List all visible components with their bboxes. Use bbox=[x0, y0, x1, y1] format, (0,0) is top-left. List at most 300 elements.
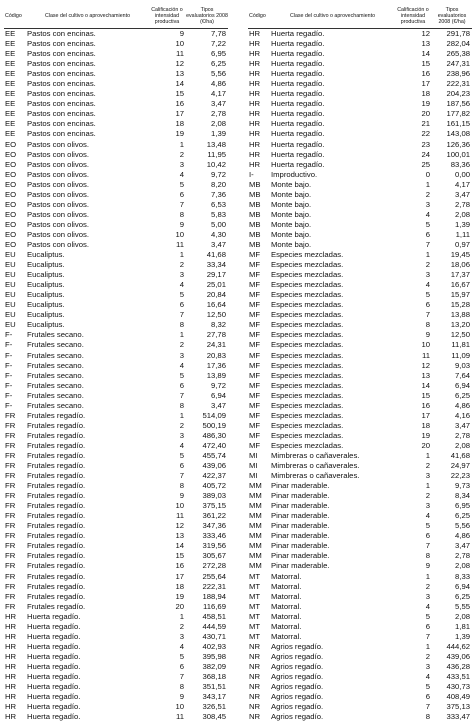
cell-calificacion: 5 bbox=[148, 451, 186, 461]
cell-calificacion: 8 bbox=[394, 712, 432, 722]
table-row bbox=[248, 150, 472, 160]
table-row bbox=[248, 210, 472, 220]
table-row bbox=[248, 280, 472, 290]
cell-tipo: 361,22 bbox=[186, 511, 228, 521]
cell-tipo: 4,30 bbox=[186, 230, 228, 240]
table-row bbox=[248, 310, 472, 320]
table-row bbox=[4, 150, 228, 160]
cell-tipo: 439,06 bbox=[432, 652, 472, 662]
cell-calificacion: 4 bbox=[394, 280, 432, 290]
cell-class: Monte bajo. bbox=[268, 230, 394, 240]
cell-tipo: 351,51 bbox=[186, 682, 228, 692]
cell-code: FR bbox=[4, 461, 24, 471]
cell-class: Huerta regadío. bbox=[24, 702, 148, 712]
cell-tipo: 24,97 bbox=[432, 461, 472, 471]
cell-code: HR bbox=[4, 612, 24, 622]
table-row bbox=[248, 180, 472, 190]
cell-calificacion: 2 bbox=[148, 622, 186, 632]
table-row bbox=[4, 250, 228, 260]
cell-tipo: 6,25 bbox=[432, 511, 472, 521]
cell-code: MF bbox=[248, 401, 268, 411]
cell-tipo: 272,28 bbox=[186, 561, 228, 571]
cell-class: Frutales regadío. bbox=[24, 551, 148, 561]
cell-tipo: 333,47 bbox=[432, 712, 472, 722]
cell-class: Frutales secano. bbox=[24, 371, 148, 381]
cell-tipo: 436,28 bbox=[432, 662, 472, 672]
table-row bbox=[4, 140, 228, 150]
header-class: Clase del cultivo o aprovechamiento bbox=[268, 4, 394, 29]
cell-code: MF bbox=[248, 250, 268, 260]
cell-class: Pastos con olivos. bbox=[24, 210, 148, 220]
cell-code: NR bbox=[248, 642, 268, 652]
cell-class: Matorral. bbox=[268, 592, 394, 602]
cell-tipo: 1,11 bbox=[432, 230, 472, 240]
cell-class: Pastos con olivos. bbox=[24, 230, 148, 240]
cell-calificacion: 17 bbox=[148, 572, 186, 582]
cell-calificacion: 7 bbox=[148, 310, 186, 320]
table-row bbox=[4, 692, 228, 702]
cell-tipo: 2,78 bbox=[432, 431, 472, 441]
cell-calificacion: 3 bbox=[148, 632, 186, 642]
cell-calificacion: 3 bbox=[394, 200, 432, 210]
cell-code: HR bbox=[248, 69, 268, 79]
cell-tipo: 4,17 bbox=[432, 180, 472, 190]
table-row bbox=[248, 592, 472, 602]
table-row bbox=[248, 371, 472, 381]
table-row bbox=[248, 320, 472, 330]
cell-tipo: 10,42 bbox=[186, 160, 228, 170]
cell-tipo: 247,31 bbox=[432, 59, 472, 69]
cell-class: Especies mezcladas. bbox=[268, 280, 394, 290]
cell-tipo: 161,15 bbox=[432, 119, 472, 129]
table-row bbox=[248, 672, 472, 682]
table-row bbox=[4, 230, 228, 240]
cell-class: Frutales regadío. bbox=[24, 521, 148, 531]
cell-code: MT bbox=[248, 582, 268, 592]
cell-tipo: 5,83 bbox=[186, 210, 228, 220]
table-row bbox=[248, 561, 472, 571]
cell-class: Mimbreras o cañaverales. bbox=[268, 471, 394, 481]
cell-calificacion: 9 bbox=[148, 29, 186, 40]
table-row bbox=[248, 39, 472, 49]
cell-class: Huerta regadío. bbox=[24, 692, 148, 702]
cell-class: Huerta regadío. bbox=[268, 129, 394, 139]
cell-code: FR bbox=[4, 441, 24, 451]
cell-calificacion: 3 bbox=[148, 351, 186, 361]
cell-class: Especies mezcladas. bbox=[268, 300, 394, 310]
cell-tipo: 13,89 bbox=[186, 371, 228, 381]
table-row bbox=[248, 632, 472, 642]
cell-calificacion: 6 bbox=[148, 461, 186, 471]
cell-tipo: 116,69 bbox=[186, 602, 228, 612]
cell-calificacion: 3 bbox=[148, 270, 186, 280]
cell-class: Especies mezcladas. bbox=[268, 320, 394, 330]
cell-tipo: 333,46 bbox=[186, 531, 228, 541]
cell-calificacion: 5 bbox=[148, 180, 186, 190]
cell-class: Especies mezcladas. bbox=[268, 401, 394, 411]
table-row bbox=[248, 491, 472, 501]
cell-code: EE bbox=[4, 79, 24, 89]
header-tipos: Tipos evaluatorios 2008 (€/ha) bbox=[432, 4, 472, 29]
table-row bbox=[4, 672, 228, 682]
cell-tipo: 2,78 bbox=[186, 109, 228, 119]
table-row bbox=[4, 481, 228, 491]
table-row bbox=[248, 602, 472, 612]
cell-tipo: 3,47 bbox=[186, 99, 228, 109]
cell-calificacion: 14 bbox=[394, 49, 432, 59]
cell-class: Huerta regadío. bbox=[24, 682, 148, 692]
table-row bbox=[4, 431, 228, 441]
cell-class: Pastos con encinas. bbox=[24, 49, 148, 59]
cell-tipo: 455,74 bbox=[186, 451, 228, 461]
cell-tipo: 6,53 bbox=[186, 200, 228, 210]
cell-tipo: 15,28 bbox=[432, 300, 472, 310]
cell-tipo: 500,19 bbox=[186, 421, 228, 431]
cell-class: Frutales regadío. bbox=[24, 461, 148, 471]
cell-class: Especies mezcladas. bbox=[268, 361, 394, 371]
cell-tipo: 7,22 bbox=[186, 39, 228, 49]
cell-tipo: 13,88 bbox=[432, 310, 472, 320]
cell-code: EE bbox=[4, 89, 24, 99]
cell-code: MF bbox=[248, 391, 268, 401]
cell-code: NR bbox=[248, 702, 268, 712]
cell-calificacion: 16 bbox=[148, 561, 186, 571]
table-row bbox=[248, 260, 472, 270]
cell-class: Mimbreras o cañaverales. bbox=[268, 451, 394, 461]
cell-tipo: 343,17 bbox=[186, 692, 228, 702]
cell-code: HR bbox=[248, 59, 268, 69]
cell-class: Frutales secano. bbox=[24, 361, 148, 371]
cell-calificacion: 8 bbox=[148, 682, 186, 692]
cell-code: MB bbox=[248, 190, 268, 200]
cell-calificacion: 1 bbox=[148, 330, 186, 340]
cell-calificacion: 19 bbox=[394, 99, 432, 109]
table-row bbox=[4, 29, 228, 40]
cell-code: MT bbox=[248, 612, 268, 622]
cell-tipo: 16,67 bbox=[432, 280, 472, 290]
cell-calificacion: 14 bbox=[148, 79, 186, 89]
table-row bbox=[4, 310, 228, 320]
cell-class: Huerta regadío. bbox=[268, 140, 394, 150]
cell-calificacion: 1 bbox=[148, 250, 186, 260]
cell-code: EO bbox=[4, 140, 24, 150]
cell-code: MT bbox=[248, 632, 268, 642]
table-row bbox=[4, 712, 228, 722]
cell-tipo: 8,33 bbox=[432, 572, 472, 582]
cell-calificacion: 18 bbox=[394, 421, 432, 431]
cell-tipo: 177,82 bbox=[432, 109, 472, 119]
cell-calificacion: 20 bbox=[148, 602, 186, 612]
cell-tipo: 6,94 bbox=[186, 391, 228, 401]
table-row bbox=[4, 561, 228, 571]
cell-tipo: 126,36 bbox=[432, 140, 472, 150]
cell-class: Huerta regadío. bbox=[24, 632, 148, 642]
cell-tipo: 4,86 bbox=[186, 79, 228, 89]
cell-code: FR bbox=[4, 582, 24, 592]
cell-code: MM bbox=[248, 561, 268, 571]
table-header-row bbox=[4, 4, 228, 29]
cell-code: EE bbox=[4, 39, 24, 49]
cell-code: MB bbox=[248, 240, 268, 250]
cell-calificacion: 16 bbox=[394, 401, 432, 411]
cell-class: Agrios regadío. bbox=[268, 682, 394, 692]
cell-calificacion: 10 bbox=[148, 230, 186, 240]
table-row bbox=[4, 210, 228, 220]
cell-tipo: 7,36 bbox=[186, 190, 228, 200]
cell-calificacion: 6 bbox=[394, 622, 432, 632]
cell-code: HR bbox=[4, 662, 24, 672]
cell-calificacion: 3 bbox=[394, 662, 432, 672]
cell-class: Eucaliptus. bbox=[24, 300, 148, 310]
cell-class: Pastos con encinas. bbox=[24, 79, 148, 89]
cell-code: MF bbox=[248, 431, 268, 441]
cell-class: Pastos con olivos. bbox=[24, 220, 148, 230]
cell-code: MF bbox=[248, 310, 268, 320]
table-row bbox=[4, 632, 228, 642]
cell-class: Huerta regadío. bbox=[268, 89, 394, 99]
table-row bbox=[248, 461, 472, 471]
table-row bbox=[248, 119, 472, 129]
cell-class: Especies mezcladas. bbox=[268, 290, 394, 300]
cell-code: FR bbox=[4, 592, 24, 602]
cell-calificacion: 7 bbox=[394, 702, 432, 712]
cell-code: HR bbox=[248, 140, 268, 150]
cell-tipo: 20,84 bbox=[186, 290, 228, 300]
cell-class: Frutales regadío. bbox=[24, 421, 148, 431]
cell-class: Huerta regadío. bbox=[268, 160, 394, 170]
cell-class: Pinar maderable. bbox=[268, 521, 394, 531]
cell-tipo: 282,04 bbox=[432, 39, 472, 49]
header-tipos: Tipos evaluatorios 2008 (€/ha) bbox=[186, 4, 228, 29]
cell-class: Eucaliptus. bbox=[24, 260, 148, 270]
table-row bbox=[4, 99, 228, 109]
table-row bbox=[248, 401, 472, 411]
header-calificacion: Calificación o intensidad productiva bbox=[394, 4, 432, 29]
table-row bbox=[4, 551, 228, 561]
table-row bbox=[4, 89, 228, 99]
cell-code: MB bbox=[248, 200, 268, 210]
cell-calificacion: 6 bbox=[394, 300, 432, 310]
table-row bbox=[248, 712, 472, 722]
header-calificacion: Calificación o intensidad productiva bbox=[148, 4, 186, 29]
table-row bbox=[4, 49, 228, 59]
cell-code: EO bbox=[4, 170, 24, 180]
cell-tipo: 375,13 bbox=[432, 702, 472, 712]
cell-code: EE bbox=[4, 119, 24, 129]
cell-code: HR bbox=[248, 89, 268, 99]
cell-class: Pastos con encinas. bbox=[24, 89, 148, 99]
cell-calificacion: 3 bbox=[394, 270, 432, 280]
cell-tipo: 3,47 bbox=[186, 240, 228, 250]
cell-class: Pastos con olivos. bbox=[24, 200, 148, 210]
cell-tipo: 408,49 bbox=[432, 692, 472, 702]
cell-tipo: 444,59 bbox=[186, 622, 228, 632]
table-row bbox=[248, 340, 472, 350]
cell-calificacion: 18 bbox=[394, 89, 432, 99]
cell-class: Pastos con encinas. bbox=[24, 99, 148, 109]
cell-class: Pastos con encinas. bbox=[24, 129, 148, 139]
cell-code: FR bbox=[4, 481, 24, 491]
cell-class: Frutales regadío. bbox=[24, 531, 148, 541]
table-row bbox=[248, 270, 472, 280]
cell-calificacion: 8 bbox=[148, 210, 186, 220]
table-row bbox=[248, 381, 472, 391]
cell-calificacion: 19 bbox=[148, 592, 186, 602]
cell-tipo: 188,94 bbox=[186, 592, 228, 602]
cell-class: Frutales regadío. bbox=[24, 582, 148, 592]
table-row bbox=[248, 471, 472, 481]
cell-tipo: 382,09 bbox=[186, 662, 228, 672]
cell-tipo: 9,72 bbox=[186, 170, 228, 180]
cell-tipo: 2,78 bbox=[432, 551, 472, 561]
cell-code: FR bbox=[4, 431, 24, 441]
cell-calificacion: 11 bbox=[148, 712, 186, 722]
cell-tipo: 430,71 bbox=[186, 632, 228, 642]
cell-code: MF bbox=[248, 441, 268, 451]
cell-tipo: 8,20 bbox=[186, 180, 228, 190]
cell-class: Especies mezcladas. bbox=[268, 250, 394, 260]
cell-tipo: 305,67 bbox=[186, 551, 228, 561]
table-header-row bbox=[248, 4, 472, 29]
table-row bbox=[4, 109, 228, 119]
cell-calificacion: 9 bbox=[394, 561, 432, 571]
cell-class: Agrios regadío. bbox=[268, 712, 394, 722]
cell-calificacion: 19 bbox=[394, 431, 432, 441]
cell-calificacion: 15 bbox=[394, 391, 432, 401]
table-row bbox=[4, 411, 228, 421]
cell-calificacion: 4 bbox=[148, 361, 186, 371]
cell-code: EU bbox=[4, 320, 24, 330]
cell-tipo: 6,95 bbox=[186, 49, 228, 59]
cell-calificacion: 2 bbox=[148, 421, 186, 431]
cell-class: Pinar maderable. bbox=[268, 531, 394, 541]
table-row bbox=[4, 662, 228, 672]
table-row bbox=[4, 702, 228, 712]
cell-tipo: 11,09 bbox=[432, 351, 472, 361]
cell-class: Pinar maderable. bbox=[268, 551, 394, 561]
cell-calificacion: 11 bbox=[148, 511, 186, 521]
cell-class: Pastos con encinas. bbox=[24, 39, 148, 49]
cell-code: EE bbox=[4, 59, 24, 69]
cell-class: Huerta regadío. bbox=[268, 59, 394, 69]
table-row bbox=[4, 471, 228, 481]
cell-class: Especies mezcladas. bbox=[268, 411, 394, 421]
cell-class: Huerta regadío. bbox=[268, 109, 394, 119]
table-row bbox=[4, 381, 228, 391]
cell-code: I- bbox=[248, 170, 268, 180]
cell-code: MI bbox=[248, 471, 268, 481]
cell-tipo: 368,18 bbox=[186, 672, 228, 682]
cell-code: MF bbox=[248, 290, 268, 300]
cell-code: FR bbox=[4, 491, 24, 501]
cell-tipo: 41,68 bbox=[432, 451, 472, 461]
table-row bbox=[248, 391, 472, 401]
cell-calificacion: 1 bbox=[394, 572, 432, 582]
cell-tipo: 24,31 bbox=[186, 340, 228, 350]
cell-calificacion: 5 bbox=[394, 612, 432, 622]
cell-class: Frutales regadío. bbox=[24, 441, 148, 451]
cell-code: EO bbox=[4, 150, 24, 160]
cell-class: Agrios regadío. bbox=[268, 672, 394, 682]
cell-tipo: 395,98 bbox=[186, 652, 228, 662]
cell-class: Frutales regadío. bbox=[24, 431, 148, 441]
cell-calificacion: 14 bbox=[148, 541, 186, 551]
cell-class: Huerta regadío. bbox=[268, 79, 394, 89]
cell-code: MB bbox=[248, 220, 268, 230]
cell-code: MT bbox=[248, 602, 268, 612]
cell-code: EE bbox=[4, 69, 24, 79]
cell-calificacion: 15 bbox=[148, 551, 186, 561]
cell-class: Pinar maderable. bbox=[268, 481, 394, 491]
table-row bbox=[4, 330, 228, 340]
cell-calificacion: 0 bbox=[394, 170, 432, 180]
cell-tipo: 472,40 bbox=[186, 441, 228, 451]
cell-class: Frutales secano. bbox=[24, 330, 148, 340]
cell-class: Frutales secano. bbox=[24, 391, 148, 401]
table-row bbox=[248, 511, 472, 521]
cell-code: MI bbox=[248, 451, 268, 461]
cell-code: FR bbox=[4, 451, 24, 461]
cell-code: F- bbox=[4, 401, 24, 411]
table-row bbox=[248, 361, 472, 371]
cell-calificacion: 10 bbox=[148, 702, 186, 712]
cell-code: F- bbox=[4, 351, 24, 361]
cell-code: MT bbox=[248, 572, 268, 582]
cell-tipo: 308,45 bbox=[186, 712, 228, 722]
cell-code: EE bbox=[4, 109, 24, 119]
cell-code: MF bbox=[248, 381, 268, 391]
table-row bbox=[4, 682, 228, 692]
table-row bbox=[248, 702, 472, 712]
table-row bbox=[4, 119, 228, 129]
cell-code: FR bbox=[4, 531, 24, 541]
cell-code: MT bbox=[248, 622, 268, 632]
cell-calificacion: 7 bbox=[394, 310, 432, 320]
table-row bbox=[248, 29, 472, 40]
cell-calificacion: 16 bbox=[394, 69, 432, 79]
left-column-table bbox=[4, 4, 228, 722]
cell-class: Matorral. bbox=[268, 582, 394, 592]
cell-class: Eucaliptus. bbox=[24, 280, 148, 290]
cell-tipo: 291,78 bbox=[432, 29, 472, 40]
table-row bbox=[4, 59, 228, 69]
cell-tipo: 17,37 bbox=[432, 270, 472, 280]
cell-calificacion: 18 bbox=[148, 582, 186, 592]
cell-code: MM bbox=[248, 521, 268, 531]
cell-code: EO bbox=[4, 230, 24, 240]
cell-calificacion: 4 bbox=[394, 511, 432, 521]
cell-class: Especies mezcladas. bbox=[268, 381, 394, 391]
cell-tipo: 319,56 bbox=[186, 541, 228, 551]
cell-tipo: 8,32 bbox=[186, 320, 228, 330]
cell-class: Pastos con olivos. bbox=[24, 180, 148, 190]
cell-tipo: 16,64 bbox=[186, 300, 228, 310]
cell-tipo: 1,39 bbox=[432, 632, 472, 642]
cell-code: EU bbox=[4, 260, 24, 270]
cell-tipo: 433,51 bbox=[432, 672, 472, 682]
cell-calificacion: 12 bbox=[394, 29, 432, 40]
cell-tipo: 7,64 bbox=[432, 371, 472, 381]
cell-calificacion: 23 bbox=[394, 140, 432, 150]
cell-code: FR bbox=[4, 521, 24, 531]
cell-code: HR bbox=[248, 160, 268, 170]
table-row bbox=[248, 531, 472, 541]
cell-calificacion: 17 bbox=[394, 411, 432, 421]
cell-code: F- bbox=[4, 340, 24, 350]
cell-class: Monte bajo. bbox=[268, 240, 394, 250]
table-row bbox=[4, 280, 228, 290]
table-row bbox=[4, 69, 228, 79]
